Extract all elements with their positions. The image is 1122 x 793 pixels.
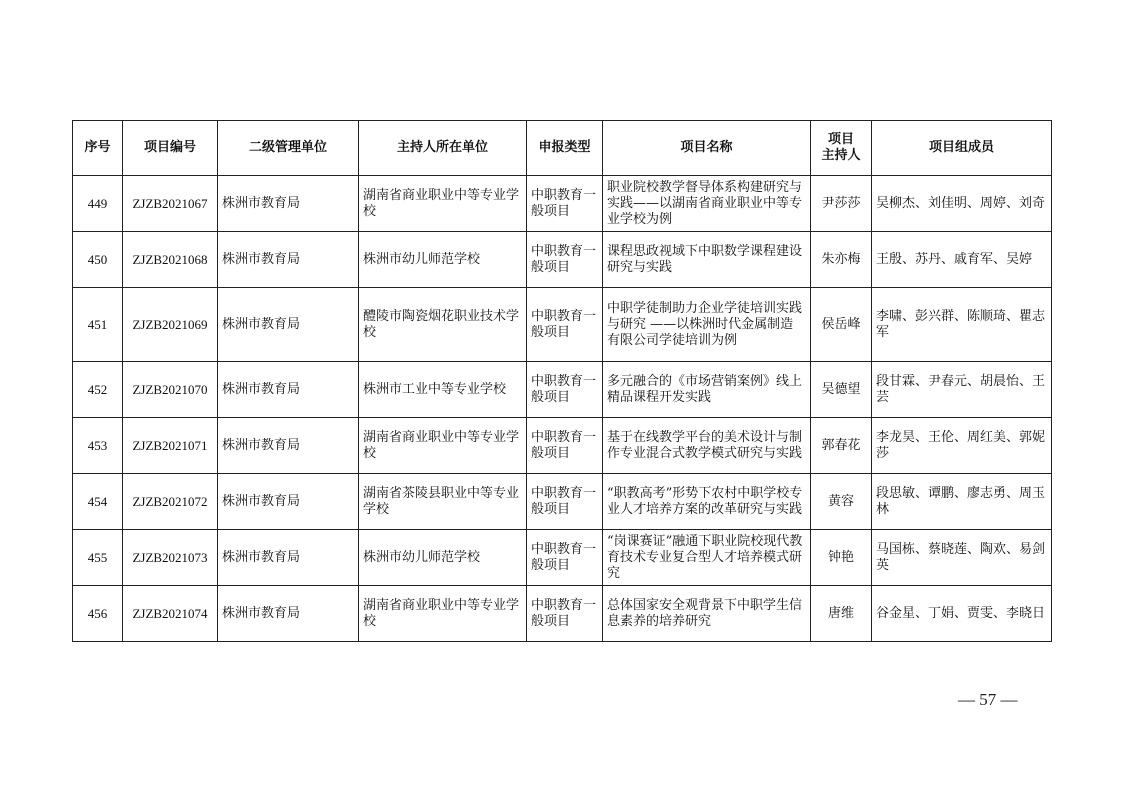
admin-unit: 株洲市教育局 xyxy=(218,530,359,586)
project-leader: 唐维 xyxy=(811,586,872,642)
table-row xyxy=(73,176,1052,232)
host-unit: 湖南省商业职业中等专业学校 xyxy=(359,418,527,474)
project-leader: 黄容 xyxy=(811,474,872,530)
row-number: 449 xyxy=(73,176,123,232)
project-name: 课程思政视域下中职数学课程建设研究与实践 xyxy=(603,232,811,288)
project-leader: 侯岳峰 xyxy=(811,288,872,362)
team-members: 王殷、苏丹、戚育军、吴婷 xyxy=(872,232,1052,288)
row-number: 453 xyxy=(73,418,123,474)
col-header-team-members: 项目组成员 xyxy=(872,121,1052,176)
team-members: 谷金星、丁娟、贾雯、李晓日 xyxy=(872,586,1052,642)
project-code: ZJZB2021070 xyxy=(123,362,218,418)
host-unit: 湖南省茶陵县职业中等专业学校 xyxy=(359,474,527,530)
host-unit: 株洲市幼儿师范学校 xyxy=(359,530,527,586)
project-code: ZJZB2021068 xyxy=(123,232,218,288)
project-name: “职教高考”形势下农村中职学校专业人才培养方案的改革研究与实践 xyxy=(603,474,811,530)
row-number: 454 xyxy=(73,474,123,530)
admin-unit: 株洲市教育局 xyxy=(218,586,359,642)
host-unit: 株洲市工业中等专业学校 xyxy=(359,362,527,418)
team-members: 李啸、彭兴群、陈顺琦、瞿志军 xyxy=(872,288,1052,362)
project-code: ZJZB2021073 xyxy=(123,530,218,586)
team-members: 李龙昊、王伦、周红美、郭妮莎 xyxy=(872,418,1052,474)
table-row xyxy=(73,530,1052,586)
admin-unit: 株洲市教育局 xyxy=(218,362,359,418)
host-unit: 湖南省商业职业中等专业学校 xyxy=(359,586,527,642)
team-members: 吴柳杰、刘佳明、周婷、刘奇 xyxy=(872,176,1052,232)
project-name: 中职学徒制助力企业学徒培训实践与研究 ——以株洲时代金属制造有限公司学徒培训为例 xyxy=(603,288,811,362)
project-code: ZJZB2021071 xyxy=(123,418,218,474)
table-row xyxy=(73,586,1052,642)
project-leader: 吴德望 xyxy=(811,362,872,418)
project-leader: 钟艳 xyxy=(811,530,872,586)
admin-unit: 株洲市教育局 xyxy=(218,232,359,288)
project-code: ZJZB2021069 xyxy=(123,288,218,362)
application-type: 中职教育一般项目 xyxy=(527,530,603,586)
application-type: 中职教育一般项目 xyxy=(527,418,603,474)
row-number: 452 xyxy=(73,362,123,418)
application-type: 中职教育一般项目 xyxy=(527,362,603,418)
project-leader: 朱亦梅 xyxy=(811,232,872,288)
project-code: ZJZB2021074 xyxy=(123,586,218,642)
project-table xyxy=(72,120,1052,642)
col-header-project-code: 项目编号 xyxy=(123,121,218,176)
admin-unit: 株洲市教育局 xyxy=(218,288,359,362)
row-number: 450 xyxy=(73,232,123,288)
page-number: — 57 — xyxy=(958,690,1018,709)
application-type: 中职教育一般项目 xyxy=(527,232,603,288)
project-name: 多元融合的《市场营销案例》线上精品课程开发实践 xyxy=(603,362,811,418)
application-type: 中职教育一般项目 xyxy=(527,176,603,232)
host-unit: 株洲市幼儿师范学校 xyxy=(359,232,527,288)
row-number: 455 xyxy=(73,530,123,586)
application-type: 中职教育一般项目 xyxy=(527,288,603,362)
team-members: 马国栋、蔡晓莲、陶欢、易剑英 xyxy=(872,530,1052,586)
col-header-application-type: 申报类型 xyxy=(527,121,603,176)
application-type: 中职教育一般项目 xyxy=(527,586,603,642)
row-number: 451 xyxy=(73,288,123,362)
team-members: 段思敏、谭鹏、廖志勇、周玉林 xyxy=(872,474,1052,530)
host-unit: 醴陵市陶瓷烟花职业技术学校 xyxy=(359,288,527,362)
project-name: 职业院校教学督导体系构建研究与实践——以湖南省商业职业中等专业学校为例 xyxy=(603,176,811,232)
table-header-row xyxy=(73,121,1052,176)
table-row xyxy=(73,362,1052,418)
col-header-admin-unit: 二级管理单位 xyxy=(218,121,359,176)
team-members: 段甘霖、尹春元、胡晨怡、王芸 xyxy=(872,362,1052,418)
table-row xyxy=(73,232,1052,288)
col-header-project-leader: 项目 主持人 xyxy=(811,121,872,176)
row-number: 456 xyxy=(73,586,123,642)
table-row xyxy=(73,288,1052,362)
project-name: 基于在线教学平台的美术设计与制作专业混合式教学模式研究与实践 xyxy=(603,418,811,474)
project-code: ZJZB2021067 xyxy=(123,176,218,232)
host-unit: 湖南省商业职业中等专业学校 xyxy=(359,176,527,232)
col-header-project-name: 项目名称 xyxy=(603,121,811,176)
project-code: ZJZB2021072 xyxy=(123,474,218,530)
admin-unit: 株洲市教育局 xyxy=(218,474,359,530)
application-type: 中职教育一般项目 xyxy=(527,474,603,530)
table-body xyxy=(73,176,1052,642)
project-leader: 郭春花 xyxy=(811,418,872,474)
admin-unit: 株洲市教育局 xyxy=(218,176,359,232)
admin-unit: 株洲市教育局 xyxy=(218,418,359,474)
project-name: “岗课赛证”融通下职业院校现代教育技术专业复合型人才培养模式研究 xyxy=(603,530,811,586)
project-name: 总体国家安全观背景下中职学生信息素养的培养研究 xyxy=(603,586,811,642)
project-leader: 尹莎莎 xyxy=(811,176,872,232)
table-row xyxy=(73,474,1052,530)
table-row xyxy=(73,418,1052,474)
col-header-host-unit: 主持人所在单位 xyxy=(359,121,527,176)
col-header-number: 序号 xyxy=(73,121,123,176)
